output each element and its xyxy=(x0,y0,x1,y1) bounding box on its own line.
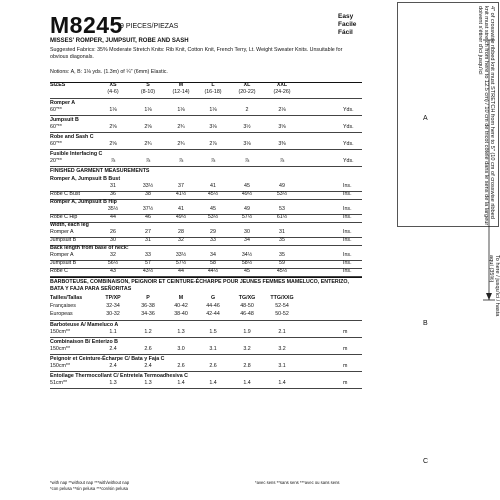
table-cell: 2⅝ xyxy=(109,124,117,130)
table-cell: (8-10) xyxy=(140,89,156,95)
row-label: 51cm** xyxy=(50,380,68,386)
section-title: Entoilage Thermocollant C/ Entretela Termoadhesiva C xyxy=(50,373,188,379)
table-cell: 46-48 xyxy=(240,311,254,317)
unit-label: Ins. xyxy=(343,206,352,212)
table-cell: ⅞ xyxy=(210,158,216,164)
row-label: 60"** xyxy=(50,107,62,113)
table-cell: 57 xyxy=(145,260,151,266)
table-cell: 49 xyxy=(244,206,250,212)
table-cell: ⅞ xyxy=(244,158,250,164)
figure-label-a: A xyxy=(423,115,428,122)
table-cell: 57½ xyxy=(241,214,253,220)
unit-label: Ins. xyxy=(343,183,352,189)
row-label: SIZES xyxy=(50,82,66,88)
table-cell: 37 xyxy=(178,183,184,189)
table-cell: 2⅛ xyxy=(278,107,286,113)
unit-label: Ins. xyxy=(343,260,352,266)
table-cell: 3⅝ xyxy=(278,124,286,130)
table-cell: 3.1 xyxy=(209,346,217,352)
table-cell: 29 xyxy=(210,229,216,235)
table-cell: 3⅛ xyxy=(243,141,251,147)
table-cell: 59 xyxy=(279,260,285,266)
unit-label: Yds. xyxy=(343,158,354,164)
table-cell: 3.2 xyxy=(243,346,251,352)
table-cell: 27 xyxy=(145,229,151,235)
table-cell: 2⅝ xyxy=(144,124,152,130)
row-label: Françaises xyxy=(50,303,76,309)
table-cell: 56½ xyxy=(107,260,119,266)
unit-label: Yds. xyxy=(343,124,354,130)
table-cell: 33 xyxy=(145,252,151,258)
table-cell: 2.8 xyxy=(243,363,251,369)
table-cell: 2 xyxy=(245,107,249,113)
table-cell: TG/XG xyxy=(238,295,256,301)
table-cell: 36-38 xyxy=(141,303,155,309)
unit-label: Yds. xyxy=(343,107,354,113)
row-label: Robe C xyxy=(50,268,68,274)
difficulty-es: Fácil xyxy=(338,29,353,36)
table-cell: 46 xyxy=(145,214,151,220)
table-cell: 31 xyxy=(279,229,285,235)
table-cell: 1⅛ xyxy=(177,107,185,113)
table-cell: 37½ xyxy=(142,206,154,212)
table-cell: 1.9 xyxy=(243,329,251,335)
table-cell: 3⅛ xyxy=(209,124,217,130)
table-cell: 44½ xyxy=(207,268,219,274)
table-cell: 53½ xyxy=(207,214,219,220)
table-cell: 2¾ xyxy=(177,124,185,130)
difficulty-en: Easy xyxy=(338,13,354,20)
table-cell: 2.1 xyxy=(278,329,286,335)
table-cell: XL xyxy=(243,82,251,88)
table-cell: TTG/XXG xyxy=(270,295,294,301)
table-cell: 1.2 xyxy=(144,329,152,335)
table-cell: 57½ xyxy=(175,260,187,266)
table-cell: L xyxy=(211,82,215,88)
row-label: 60"** xyxy=(50,141,62,147)
row-label: Robe C Hip xyxy=(50,214,78,220)
section-title: Peignoir et Ceinture-Écharpe C/ Bata y Faja C xyxy=(50,356,165,362)
table-cell: 1.5 xyxy=(209,329,217,335)
row-label: Jumpsuit B xyxy=(50,260,77,266)
table-cell: ⅞ xyxy=(110,158,116,164)
table-cell: 35 xyxy=(279,237,285,243)
table-cell: (12-14) xyxy=(172,89,190,95)
section-title: Romper A, Jumpsuit B Bust xyxy=(50,176,121,182)
technical-drawings xyxy=(360,0,500,500)
table-cell: 1⅛ xyxy=(209,107,217,113)
table-cell: P xyxy=(146,295,150,301)
table-cell: 2⅝ xyxy=(109,141,117,147)
stretch-gauge-note: 4" of crosswise ribbed knit must STRETCH from here to 5" (10 cm of crosswise ribbed knit must stretch from here to 12.5 cm) / 10 cm de tricot côtelé dans le sens de la largeur doivent s'étirer d'ici jusqu'ici xyxy=(476,6,495,226)
table-cell: M xyxy=(178,82,184,88)
table-cell: 43 xyxy=(110,268,116,274)
table-cell: 26 xyxy=(110,229,116,235)
pattern-number: M8245 xyxy=(50,12,123,38)
table-cell: 32 xyxy=(110,252,116,258)
table-cell: (20-22) xyxy=(238,89,256,95)
table-cell: 35 xyxy=(279,252,285,258)
unit-label: m xyxy=(343,363,348,369)
table-cell: 32-34 xyxy=(106,303,120,309)
table-cell: 44-46 xyxy=(206,303,220,309)
table-cell: 30-32 xyxy=(106,311,120,317)
table-cell: 2.6 xyxy=(209,363,217,369)
table-cell: 58 xyxy=(210,260,216,266)
section-title: Combinaison B/ Enterizo B xyxy=(50,339,118,345)
table-cell: 30 xyxy=(244,229,250,235)
table-cell: 41½ xyxy=(175,191,187,197)
table-cell: (16-18) xyxy=(204,89,222,95)
table-cell: 3⅜ xyxy=(278,141,286,147)
table-cell: 50-52 xyxy=(275,311,289,317)
section-title: Back length from base of neck: xyxy=(50,245,129,251)
unit-label: m xyxy=(343,329,348,335)
table-cell: ⅞ xyxy=(178,158,184,164)
unit-label: Ins. xyxy=(343,191,352,197)
table-cell: 28 xyxy=(178,229,184,235)
table-cell: 49 xyxy=(279,183,285,189)
section-title: Jumpsuit B xyxy=(50,117,79,123)
spanish-title: BARBOTEUSE, COMBINAISON, PEIGNOIR ET CEINTURE-ÉCHARPE POUR JEUNES FEMMES MAMELUCO, ENTERIZO, BATA Y FAJA PARA SEÑORITAS xyxy=(50,279,349,292)
table-cell: 30 xyxy=(110,237,116,243)
table-cell: 38 xyxy=(145,191,151,197)
table-cell: 2.4 xyxy=(109,363,117,369)
table-cell: 3.0 xyxy=(177,346,185,352)
table-cell: S xyxy=(146,82,150,88)
table-cell: XXL xyxy=(276,82,288,88)
table-cell: ⅞ xyxy=(279,158,285,164)
row-label: Jumpsuit B xyxy=(50,237,77,243)
table-cell: ⅞ xyxy=(145,158,151,164)
unit-label: Yds. xyxy=(343,141,354,147)
table-cell: 33 xyxy=(210,237,216,243)
pieces-count: 9 PIECES/PIEZAS xyxy=(120,23,179,30)
section-title: FINISHED GARMENT MEASUREMENTS xyxy=(50,168,150,174)
table-cell: 45½ xyxy=(276,268,288,274)
table-cell: 44 xyxy=(178,268,184,274)
table-cell: 52-54 xyxy=(275,303,289,309)
table-cell: (4-6) xyxy=(107,89,119,95)
table-cell: 1.4 xyxy=(177,380,185,386)
row-label: 150cm** xyxy=(50,363,71,369)
section-title: Robe and Sash C xyxy=(50,134,94,140)
table-cell: 3½ xyxy=(243,124,251,130)
table-cell: 41 xyxy=(178,206,184,212)
table-cell: 43½ xyxy=(142,268,154,274)
table-cell: 1.4 xyxy=(243,380,251,386)
footnote-en: *with nap **without nap ***with/without nap xyxy=(50,480,130,485)
section-title: Romper A, Jumpsuit B Hip xyxy=(50,199,117,205)
table-cell: 3.2 xyxy=(278,346,286,352)
unit-label: Ins. xyxy=(343,268,352,274)
table-cell: 34½ xyxy=(241,252,253,258)
table-cell: G xyxy=(210,295,216,301)
table-cell: 45 xyxy=(210,206,216,212)
table-cell: 40-42 xyxy=(174,303,188,309)
table-cell: 49½ xyxy=(241,191,253,197)
table-cell: 1.3 xyxy=(144,380,152,386)
table-cell: 1.4 xyxy=(209,380,217,386)
unit-label: Ins. xyxy=(343,252,352,258)
table-cell: 58½ xyxy=(241,260,253,266)
table-cell: 48-50 xyxy=(240,303,254,309)
unit-label: Ins. xyxy=(343,214,352,220)
table-cell: 1⅛ xyxy=(109,107,117,113)
section-title: Romper A xyxy=(50,100,76,106)
row-label: 20"** xyxy=(50,158,62,164)
table-cell: (24-26) xyxy=(273,89,291,95)
section-title: Width, each leg xyxy=(50,222,89,228)
table-cell: 41 xyxy=(210,183,216,189)
table-cell: 32 xyxy=(178,237,184,243)
table-cell: 34 xyxy=(244,237,250,243)
table-cell: 34-36 xyxy=(141,311,155,317)
table-cell: 61½ xyxy=(276,214,288,220)
table-cell: M xyxy=(178,295,184,301)
unit-label: Ins. xyxy=(343,229,352,235)
table-cell: 45 xyxy=(244,183,250,189)
figure-label-c: C xyxy=(423,458,429,465)
table-cell: 2.6 xyxy=(144,346,152,352)
table-cell: 2.4 xyxy=(144,363,152,369)
stretch-arrow-note: To here / jusqu'ici / hasta aquí (35%) xyxy=(487,255,500,317)
table-cell: 1.3 xyxy=(109,380,117,386)
table-cell: 2¾ xyxy=(177,141,185,147)
table-cell: 31 xyxy=(145,237,151,243)
table-cell: 2.4 xyxy=(109,346,117,352)
row-label: Robe C Bust xyxy=(50,191,81,197)
table-cell: 31 xyxy=(110,183,116,189)
table-cell: 33½ xyxy=(142,183,154,189)
row-label: Europeas xyxy=(50,311,73,317)
table-cell: 35½ xyxy=(107,206,119,212)
footnote-es: *con pelusa **sin pelusa ***con/sin pelusa xyxy=(50,485,128,491)
unit-label: m xyxy=(343,380,348,386)
table-cell: 1.4 xyxy=(278,380,286,386)
table-cell: 38-40 xyxy=(174,311,188,317)
figure-label-b: B xyxy=(423,320,428,327)
section-title: Fusible Interfacing C xyxy=(50,151,103,157)
row-label: Romper A xyxy=(50,252,74,258)
table-cell: 34 xyxy=(210,252,216,258)
unit-label: m xyxy=(343,346,348,352)
table-cell: 2¾ xyxy=(144,141,152,147)
table-cell: XS xyxy=(109,82,117,88)
table-cell: 49½ xyxy=(175,214,187,220)
row-label: Romper A xyxy=(50,229,74,235)
suggested-fabrics: Suggested Fabrics: 35% Moderate Stretch Knits: Rib Knit, Cotton Knit, French Terry, Lt. Weight Sweater Knits. Unsuitable for obvious diagonals. xyxy=(50,47,343,60)
table-cell: 45 xyxy=(244,268,250,274)
table-cell: 36 xyxy=(110,191,116,197)
row-label: 150cm** xyxy=(50,329,71,335)
section-title: Barboteuse A/ Mameluco A xyxy=(50,322,119,328)
table-cell: 1.1 xyxy=(109,329,117,335)
notions: Notions: A, B: 1⅛ yds. (1.3m) of ¼" (6mm) Elastic. xyxy=(50,69,168,75)
table-cell: 1⅛ xyxy=(144,107,152,113)
table-cell: 53 xyxy=(279,206,285,212)
table-cell: 33½ xyxy=(175,252,187,258)
table-cell: 44 xyxy=(110,214,116,220)
row-label: Tailles/Tallas xyxy=(50,295,83,301)
row-label: 60"** xyxy=(50,124,62,130)
table-cell: 2.6 xyxy=(177,363,185,369)
table-cell: TP/XP xyxy=(105,295,121,301)
table-cell: 2⅞ xyxy=(209,141,217,147)
table-cell: 3.1 xyxy=(278,363,286,369)
table-cell: 42-44 xyxy=(206,311,220,317)
footnote-fr: *avec sens **sans sens ***avec ou sans sens xyxy=(255,480,340,485)
table-cell: 45½ xyxy=(207,191,219,197)
row-label: 150cm** xyxy=(50,346,71,352)
difficulty-fr: Facile xyxy=(338,21,357,28)
table-cell: 53½ xyxy=(276,191,288,197)
unit-label: Ins. xyxy=(343,237,352,243)
garment-title: MISSES' ROMPER, JUMPSUIT, ROBE AND SASH xyxy=(50,38,189,44)
table-cell: 1.3 xyxy=(177,329,185,335)
